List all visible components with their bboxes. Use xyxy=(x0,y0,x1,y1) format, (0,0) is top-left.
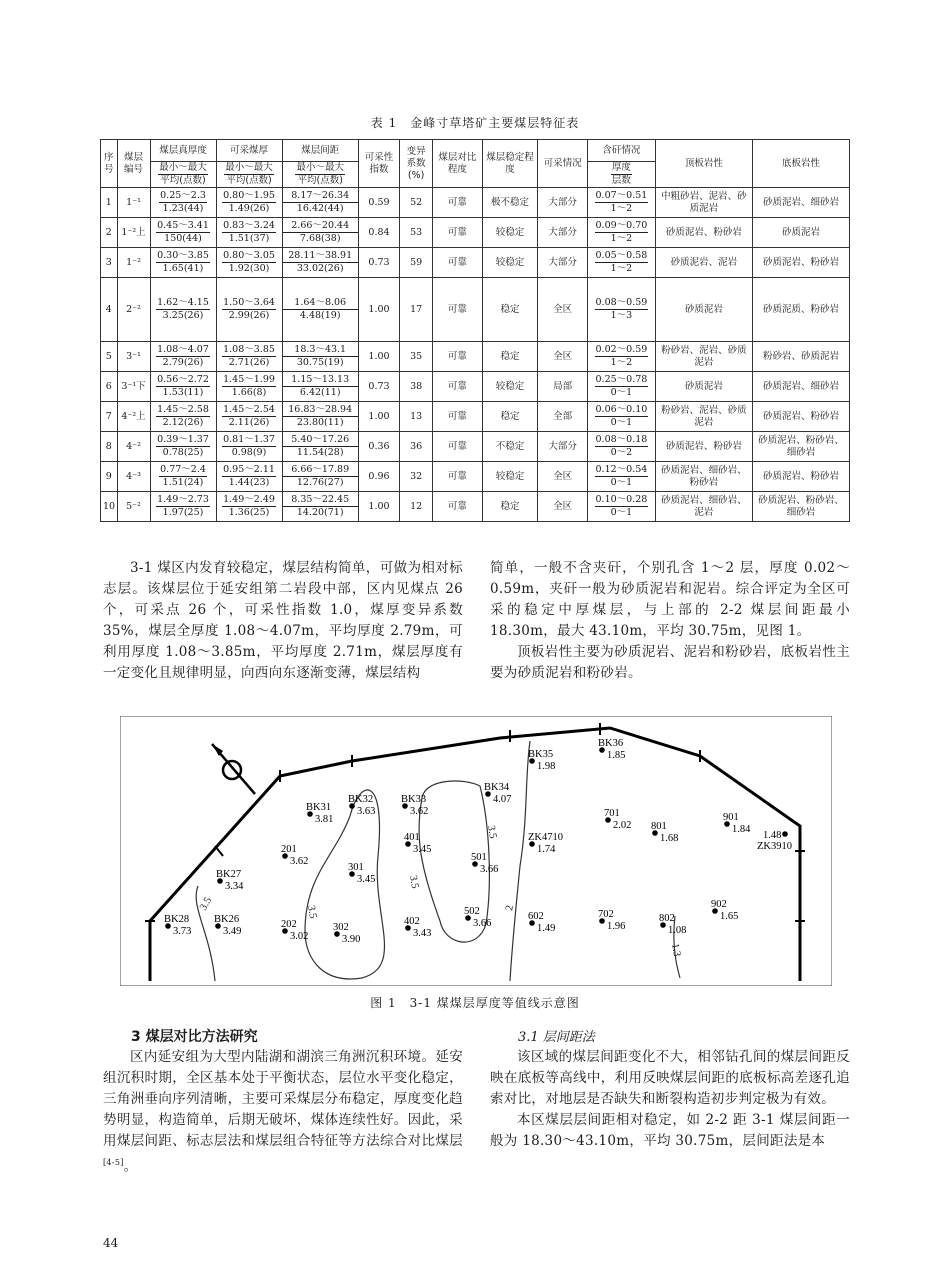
page-number: 44 xyxy=(103,1236,119,1250)
cell-roof: 砂质泥岩、粉砂岩 xyxy=(655,432,752,462)
borehole-marker xyxy=(404,916,431,939)
borehole-value: 2.02 xyxy=(613,820,632,831)
borehole-marker xyxy=(471,852,498,875)
cell-parting: $\frac{0.02\sim 0.59}{1\sim 2}$ xyxy=(587,342,655,372)
contour-label: 1.3 xyxy=(669,942,683,958)
cell-variation: 32 xyxy=(400,462,433,492)
cell-variation: 35 xyxy=(400,342,433,372)
borehole-name: BK26 xyxy=(214,914,240,925)
cell-seam: 5⁻² xyxy=(117,492,150,522)
borehole-marker xyxy=(164,914,191,937)
borehole-marker xyxy=(333,922,360,945)
borehole-name: 301 xyxy=(348,862,364,873)
cell-stability: 较稳定 xyxy=(482,248,538,278)
table-row xyxy=(101,248,850,278)
table-row xyxy=(101,432,850,462)
cell-spacing: 18.3～43.1 30.75(19) xyxy=(282,342,358,372)
cell-variation: 59 xyxy=(400,248,433,278)
cell-comparison: 可靠 xyxy=(433,188,483,218)
cell-stability: 不稳定 xyxy=(482,432,538,462)
cell-comparison: 可靠 xyxy=(433,342,483,372)
cell-roof: 中粗砂岩、泥岩、砂质泥岩 xyxy=(655,188,752,218)
cell-floor: 砂质泥岩、粉砂岩、细砂岩 xyxy=(752,432,849,462)
cell-spacing: 1.64～8.06 4.48(19) xyxy=(282,278,358,342)
cell-roof: 砂质泥岩、粉砂岩 xyxy=(655,218,752,248)
cell-stability: 较稳定 xyxy=(482,462,538,492)
cell-parting: $\frac{0.08\sim 0.59}{1\sim 3}$ xyxy=(587,278,655,342)
header-floor: 底板岩性 xyxy=(752,140,849,188)
borehole-name: 401 xyxy=(404,832,420,843)
borehole-marker xyxy=(598,909,625,932)
cell-status: 大部分 xyxy=(538,188,588,218)
cell-mineable-thickness: $\frac{1.08\sim 3.85}{2.71(26)}$ xyxy=(216,342,282,372)
borehole-marker xyxy=(348,794,375,817)
cell-seq: 3 xyxy=(101,248,118,278)
borehole-name: BK28 xyxy=(164,914,190,925)
cell-status: 局部 xyxy=(538,372,588,402)
cell-comparison: 可靠 xyxy=(433,248,483,278)
cell-seq: 1 xyxy=(101,188,118,218)
borehole-marker xyxy=(401,794,428,817)
contour-label: 3.5 xyxy=(485,824,499,840)
cell-floor: 粉砂岩、砂质泥岩 xyxy=(752,342,849,372)
borehole-value: 1.49 xyxy=(537,923,556,934)
borehole-marker xyxy=(404,832,431,855)
borehole-name: 901 xyxy=(723,812,739,823)
cell-floor: 砂质泥岩、细砂岩 xyxy=(752,372,849,402)
cell-mineable-thickness: $\frac{0.95\sim 2.11}{1.44(23)}$ xyxy=(216,462,282,492)
cell-seam: 4⁻² xyxy=(117,432,150,462)
cell-mineability: 0.96 xyxy=(358,462,399,492)
cell-comparison: 可靠 xyxy=(433,462,483,492)
table-row xyxy=(101,188,850,218)
contour-label: 3.5 xyxy=(305,904,319,920)
borehole-name: ZK3910 xyxy=(757,841,792,852)
borehole-marker xyxy=(528,749,555,772)
borehole-value: 3.02 xyxy=(290,931,309,942)
borehole-value: 1.84 xyxy=(732,824,751,835)
borehole-name: BK36 xyxy=(598,738,624,749)
cell-variation: 13 xyxy=(400,402,433,432)
borehole-marker xyxy=(723,812,751,835)
map-frame xyxy=(120,716,832,986)
table-row xyxy=(101,278,850,342)
cell-seam: 1⁻²上 xyxy=(117,218,150,248)
cell-mineable-thickness: $\frac{1.45\sim 2.54}{2.11(26)}$ xyxy=(216,402,282,432)
header-comparison: 煤层对比程度 xyxy=(433,140,483,188)
coal-seam-table xyxy=(100,139,850,522)
borehole-value: 1.68 xyxy=(660,833,679,844)
borehole-marker xyxy=(659,913,686,936)
cell-status: 全区 xyxy=(538,278,588,342)
borehole-value: 3.62 xyxy=(290,856,309,867)
north-arrow-icon xyxy=(212,744,255,794)
cell-stability: 稳定 xyxy=(482,278,538,342)
borehole-name: 302 xyxy=(333,922,349,933)
cell-status: 全区 xyxy=(538,492,588,522)
borehole-name: BK35 xyxy=(528,749,554,760)
header-spacing: 煤层间距 xyxy=(282,140,358,162)
cell-roof: 粉砂岩、泥岩、砂质泥岩 xyxy=(655,342,752,372)
table-caption: 表 1 金峰寸草塔矿主要煤层特征表 xyxy=(370,116,580,130)
cell-roof: 粉砂岩、泥岩、砂质泥岩 xyxy=(655,402,752,432)
borehole-value: 3.90 xyxy=(342,934,361,945)
cell-variation: 36 xyxy=(400,432,433,462)
cell-stability: 较稳定 xyxy=(482,372,538,402)
cell-true-thickness: $\frac{0.39\sim 1.37}{0.78(25)}$ xyxy=(150,432,216,462)
borehole-name: 701 xyxy=(604,808,620,819)
borehole-value: 4.07 xyxy=(493,794,512,805)
cell-status: 大部分 xyxy=(538,218,588,248)
header-true-thickness: 煤层真厚度 xyxy=(150,140,216,162)
cell-parting: $\frac{0.07\sim 0.51}{1\sim 2}$ xyxy=(587,188,655,218)
cell-status: 全区 xyxy=(538,462,588,492)
cell-stability: 稳定 xyxy=(482,342,538,372)
borehole-marker xyxy=(214,914,241,937)
left-paragraph: 3-1 煤区内发育较稳定，煤层结构简单，可做为相对标志层。该煤层位于延安组第二岩段中部，区内见煤点 26 个，可采点 26 个，可采性指数 1.0，煤厚变异系数 35%，煤层全厚度 1.08～4.07m，平均厚度 2.79m，可利用厚度 1.08～3.85m，平均厚度 2.71m，煤层厚度有一定变化且规律明显，向西向东逐渐变薄，煤层结构 xyxy=(103,560,463,681)
cell-variation: 53 xyxy=(400,218,433,248)
header-mineable-thickness: 可采煤厚 xyxy=(216,140,282,162)
cell-parting: $\frac{0.05\sim 0.58}{1\sim 2}$ xyxy=(587,248,655,278)
cell-mineability: 1.00 xyxy=(358,492,399,522)
cell-comparison: 可靠 xyxy=(433,218,483,248)
cell-stability: 稳定 xyxy=(482,492,538,522)
cell-comparison: 可靠 xyxy=(433,278,483,342)
cell-mineable-thickness: $\frac{1.50\sim 3.64}{2.99(26)}$ xyxy=(216,278,282,342)
cell-true-thickness: $\frac{1.49\sim 2.73}{1.97(25)}$ xyxy=(150,492,216,522)
cell-mineability: 1.00 xyxy=(358,342,399,372)
borehole-value: 1.08 xyxy=(668,925,687,936)
header-seam: 煤层编号 xyxy=(117,140,150,188)
borehole-name: 801 xyxy=(651,821,667,832)
boundary-ticks xyxy=(145,723,805,921)
cell-true-thickness: $\frac{0.25\sim 2.3}{1.23(44)}$ xyxy=(150,188,216,218)
borehole-value: 3.43 xyxy=(413,928,432,939)
borehole-name: 201 xyxy=(281,844,297,855)
cell-spacing: 5.40～17.26 11.54(28) xyxy=(282,432,358,462)
header-mineability: 可采性指数 xyxy=(358,140,399,188)
borehole-marker xyxy=(348,862,375,885)
borehole-marker xyxy=(528,911,555,934)
cell-comparison: 可靠 xyxy=(433,372,483,402)
cell-floor: 砂质泥质、粉砂岩 xyxy=(752,278,849,342)
cell-variation: 17 xyxy=(400,278,433,342)
borehole-value: 1.48 xyxy=(763,830,782,841)
cell-seq: 8 xyxy=(101,432,118,462)
cell-comparison: 可靠 xyxy=(433,402,483,432)
cell-stability: 极不稳定 xyxy=(482,188,538,218)
subheader-parting: $\frac{\text{厚度}}{\text{层数}}$ xyxy=(587,162,655,188)
cell-true-thickness: $\frac{0.77\sim 2.4}{1.51(24)}$ xyxy=(150,462,216,492)
borehole-value: 1.74 xyxy=(537,844,556,855)
borehole-marker xyxy=(711,899,738,922)
header-seq: 序号 xyxy=(101,140,118,188)
borehole-name: ZK4710 xyxy=(528,832,563,843)
cell-roof: 砂质泥岩、细砂岩、粉砂岩 xyxy=(655,462,752,492)
cell-spacing: 6.66～17.89 12.76(27) xyxy=(282,462,358,492)
borehole-value: 3.45 xyxy=(357,874,376,885)
cell-mineable-thickness: $\frac{0.80\sim 1.95}{1.49(26)}$ xyxy=(216,188,282,218)
header-roof: 顶板岩性 xyxy=(655,140,752,188)
cell-seam: 1⁻¹ xyxy=(117,188,150,218)
borehole-value: 3.63 xyxy=(357,806,376,817)
borehole-dot xyxy=(782,831,788,837)
cell-spacing: 8.17～26.34 16.42(44) xyxy=(282,188,358,218)
borehole-marker xyxy=(651,821,678,844)
cell-parting: $\frac{0.25\sim 0.78}{0\sim 1}$ xyxy=(587,372,655,402)
table-row xyxy=(101,372,850,402)
borehole-name: BK27 xyxy=(216,869,242,880)
borehole-name: 702 xyxy=(598,909,614,920)
borehole-name: BK32 xyxy=(348,794,374,805)
cell-mineable-thickness: $\frac{0.83\sim 3.24}{1.51(37)}$ xyxy=(216,218,282,248)
cell-seq: 4 xyxy=(101,278,118,342)
borehole-marker xyxy=(216,869,244,892)
cell-floor: 砂质泥岩、粉砂岩 xyxy=(752,248,849,278)
borehole-value: 3.73 xyxy=(173,926,192,937)
table-row xyxy=(101,218,850,248)
cell-comparison: 可靠 xyxy=(433,492,483,522)
table-row xyxy=(101,492,850,522)
subheader-spacing: $\frac{\text{最小～最大}}{\text{平均(点数)}}$ xyxy=(282,162,358,188)
header-variation: 变异系数(%) xyxy=(400,140,433,188)
cell-roof: 砂质泥岩 xyxy=(655,372,752,402)
cell-parting: $\frac{0.10\sim 0.28}{0\sim 1}$ xyxy=(587,492,655,522)
cell-mineability: 0.84 xyxy=(358,218,399,248)
contour-label: 3.5 xyxy=(198,895,215,913)
cell-status: 大部分 xyxy=(538,248,588,278)
cell-true-thickness: $\frac{1.08\sim 4.07}{2.79(26)}$ xyxy=(150,342,216,372)
header-status: 可采情况 xyxy=(538,140,588,188)
cell-mineability: 0.36 xyxy=(358,432,399,462)
section-3-paragraph: 区内延安组为大型内陆湖和湖滨三角洲沉积环境。延安组沉积时期，全区基本处于平衡状态，层位水平变化稳定，三角洲垂向序列清晰，主要可采煤层分布稳定，厚度变化趋势明显，构造简单，后期无破坏，煤体连续性好。因此，采用煤层间距、标志层法和煤层组合特征等方法综合对比煤层[4-5]。 xyxy=(103,1049,463,1175)
header-parting: 含矸情况 xyxy=(587,140,655,162)
borehole-value: 3.45 xyxy=(413,844,432,855)
borehole-name: 802 xyxy=(659,913,675,924)
cell-stability: 稳定 xyxy=(482,402,538,432)
cell-spacing: 8.35～22.45 14.20(71) xyxy=(282,492,358,522)
borehole-value: 3.34 xyxy=(225,881,244,892)
cell-stability: 较稳定 xyxy=(482,218,538,248)
contour-label: 2 xyxy=(504,904,516,912)
cell-true-thickness: $\frac{0.45\sim 3.41}{150(44)}$ xyxy=(150,218,216,248)
borehole-value: 3.49 xyxy=(223,926,242,937)
cell-parting: $\frac{0.12\sim 0.54}{0\sim 1}$ xyxy=(587,462,655,492)
cell-roof: 砂质泥岩、细砂岩、泥岩 xyxy=(655,492,752,522)
cell-floor: 砂质泥岩、细砂岩 xyxy=(752,188,849,218)
cell-status: 全部 xyxy=(538,402,588,432)
cell-seq: 9 xyxy=(101,462,118,492)
cell-floor: 砂质泥岩、粉砂岩 xyxy=(752,402,849,432)
cell-mineability: 0.73 xyxy=(358,248,399,278)
cell-seq: 10 xyxy=(101,492,118,522)
header-stability: 煤层稳定程度 xyxy=(482,140,538,188)
cell-floor: 砂质泥岩、粉砂岩、细砂岩 xyxy=(752,492,849,522)
cell-mineable-thickness: $\frac{0.81\sim 1.37}{0.98(9)}$ xyxy=(216,432,282,462)
cell-mineable-thickness: $\frac{1.49\sim 2.49}{1.36(25)}$ xyxy=(216,492,282,522)
borehole-name: BK31 xyxy=(306,802,332,813)
subheader-true: $\frac{\text{最小～最大}}{\text{平均(点数)}}$ xyxy=(150,162,216,188)
cell-mineable-thickness: $\frac{1.45\sim 1.99}{1.66(8)}$ xyxy=(216,372,282,402)
cell-seq: 6 xyxy=(101,372,118,402)
cell-seam: 1⁻² xyxy=(117,248,150,278)
table-row xyxy=(101,462,850,492)
borehole-name: 202 xyxy=(281,919,297,930)
cell-spacing: 16.83～28.94 23.80(11) xyxy=(282,402,358,432)
table-row xyxy=(101,402,850,432)
borehole-marker xyxy=(306,802,333,825)
borehole-marker xyxy=(757,830,792,852)
borehole-marker xyxy=(484,782,511,805)
borehole-group xyxy=(164,738,792,945)
cell-parting: $\frac{0.06\sim 0.10}{0\sim 1}$ xyxy=(587,402,655,432)
cell-parting: $\frac{0.08\sim 0.18}{0\sim 2}$ xyxy=(587,432,655,462)
cell-seam: 2⁻² xyxy=(117,278,150,342)
cell-variation: 38 xyxy=(400,372,433,402)
cell-seam: 3⁻¹下 xyxy=(117,372,150,402)
table-row xyxy=(101,342,850,372)
contour-lines xyxy=(196,741,683,981)
borehole-name: 501 xyxy=(471,852,487,863)
contour-label: 3.5 xyxy=(407,874,421,890)
cell-seam: 4⁻³ xyxy=(117,462,150,492)
cell-seq: 2 xyxy=(101,218,118,248)
cell-true-thickness: $\frac{1.45\sim 2.58}{2.12(26)}$ xyxy=(150,402,216,432)
thickness-contour-map xyxy=(120,716,832,986)
cell-floor: 砂质泥岩 xyxy=(752,218,849,248)
borehole-value: 1.85 xyxy=(607,750,626,761)
cell-spacing: 28.11～38.91 33.02(26) xyxy=(282,248,358,278)
borehole-marker xyxy=(528,832,563,855)
borehole-value: 1.96 xyxy=(607,921,626,932)
borehole-marker xyxy=(281,919,308,942)
cell-spacing: 2.66～20.44 7.68(38) xyxy=(282,218,358,248)
cell-mineability: 0.59 xyxy=(358,188,399,218)
section-3-title: 3 煤层对比方法研究 xyxy=(131,1029,258,1045)
borehole-name: 502 xyxy=(464,906,480,917)
borehole-name: BK34 xyxy=(484,782,510,793)
cell-status: 大部分 xyxy=(538,432,588,462)
borehole-name: 902 xyxy=(711,899,727,910)
borehole-value: 1.98 xyxy=(537,761,556,772)
section-3-1-paragraphs: 该区域的煤层间距变化不大，相邻钻孔间的煤层间距反映在底板等高线中，利用反映煤层间距的底板标高差逐孔追索对比，对地层是否缺失和断裂构造初步判定极为有效。 本区煤层层间距相对稳定，如 2-2 距 3-1 煤层间距一般为 18.30～43.10m，平均 30.75m，层间距法是本 xyxy=(490,1049,850,1149)
borehole-name: BK33 xyxy=(401,794,427,805)
borehole-marker xyxy=(604,808,631,831)
cell-mineable-thickness: $\frac{0.80\sim 3.05}{1.92(30)}$ xyxy=(216,248,282,278)
cell-mineability: 1.00 xyxy=(358,402,399,432)
cell-status: 全区 xyxy=(538,342,588,372)
cell-seq: 5 xyxy=(101,342,118,372)
borehole-value: 3.81 xyxy=(315,814,334,825)
section-3-1-title: 3.1 层间距法 xyxy=(518,1030,595,1045)
cell-roof: 砂质泥岩、泥岩 xyxy=(655,248,752,278)
cell-variation: 52 xyxy=(400,188,433,218)
cell-parting: $\frac{0.09\sim 0.70}{1\sim 2}$ xyxy=(587,218,655,248)
cell-mineability: 1.00 xyxy=(358,278,399,342)
borehole-name: 402 xyxy=(404,916,420,927)
figure-caption: 图 1 3-1 煤煤层厚度等值线示意图 xyxy=(370,996,580,1010)
subheader-mineable: $\frac{\text{最小～最大}}{\text{平均(点数)}}$ xyxy=(216,162,282,188)
cell-comparison: 可靠 xyxy=(433,432,483,462)
cell-true-thickness: $\frac{0.30\sim 3.85}{1.65(41)}$ xyxy=(150,248,216,278)
contour-label-group xyxy=(198,825,682,958)
borehole-name: 602 xyxy=(528,911,544,922)
cell-true-thickness: $\frac{0.56\sim 2.72}{1.53(11)}$ xyxy=(150,372,216,402)
cell-seam: 3⁻¹ xyxy=(117,342,150,372)
borehole-marker xyxy=(281,844,308,867)
borehole-value: 3.62 xyxy=(410,806,429,817)
cell-floor: 砂质泥岩、粉砂岩 xyxy=(752,462,849,492)
cell-seam: 4⁻²上 xyxy=(117,402,150,432)
borehole-marker xyxy=(598,738,625,761)
cell-roof: 砂质泥岩 xyxy=(655,278,752,342)
cell-true-thickness: $\frac{1.62\sim 4.15}{3.25(26)}$ xyxy=(150,278,216,342)
cell-mineability: 0.73 xyxy=(358,372,399,402)
cell-seq: 7 xyxy=(101,402,118,432)
borehole-value: 3.66 xyxy=(473,918,492,929)
right-paragraphs: 简单，一般不含夹矸，个别孔含 1～2 层，厚度 0.02～0.59m，夹矸一般为砂质泥岩和泥岩。综合评定为全区可采的稳定中厚煤层，与上部的 2-2 煤层间距最小 18.30m，最大 43.10m，平均 30.75m，见图 1。 顶板岩性主要为砂质泥岩、泥岩和粉砂岩，底板岩性主要为砂质泥岩和粉砂岩。 xyxy=(490,560,850,681)
cell-spacing: 1.15～13.13 6.42(11) xyxy=(282,372,358,402)
borehole-value: 3.66 xyxy=(480,864,499,875)
cell-variation: 12 xyxy=(400,492,433,522)
borehole-value: 1.65 xyxy=(720,911,739,922)
